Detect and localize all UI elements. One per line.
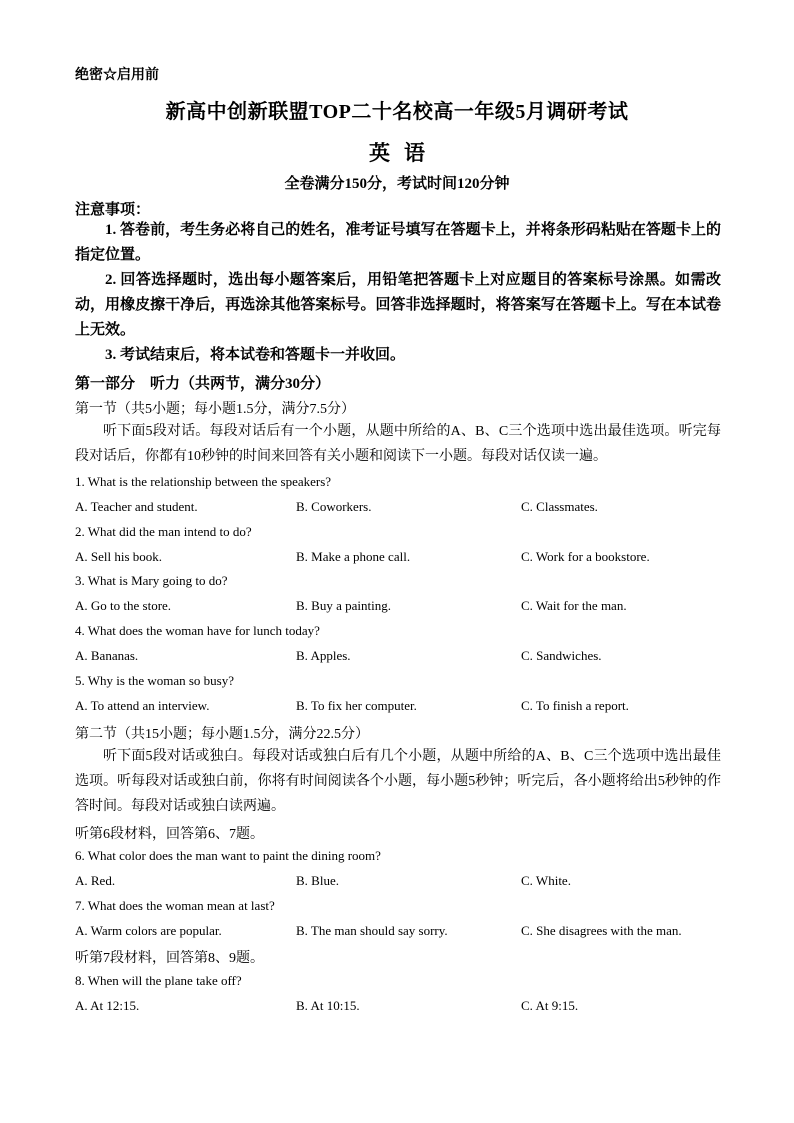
q3-option-c: C. Wait for the man. xyxy=(521,598,627,613)
exam-title: 新高中创新联盟TOP二十名校高一年级5月调研考试 xyxy=(165,101,629,123)
notice-item-1: 1. 答卷前，考生务必将自己的姓名，准考证号填写在答题卡上，并将条形码粘贴在答题卡上的指定位置。 xyxy=(75,222,721,263)
q4-option-c: C. Sandwiches. xyxy=(521,648,602,663)
section2-title: 第二节（共15小题；每小题1.5分，满分22.5分） xyxy=(75,727,369,742)
material-7-intro: 听第7段材料，回答第8、9题。 xyxy=(75,951,264,966)
notice-title: 注意事项： xyxy=(75,202,151,218)
q2-option-b: B. Make a phone call. xyxy=(296,549,411,564)
q8-option-b: B. At 10:15. xyxy=(296,998,360,1013)
question-8: 8. When will the plane take off? xyxy=(75,973,242,988)
question-6: 6. What color does the man want to paint the dining room? xyxy=(75,848,381,863)
section2-instructions: 听下面5段对话或独白。每段对话或独白后有几个小题，从题中所给的A、B、C三个选项中选出最佳选项。听每段对话或独白前，你将有时间阅读各个小题，每小题5秒钟；听完后，各小题将给出5秒钟的作答时间。每段对话或独白读两遍。 xyxy=(75,749,721,814)
q6-option-b: B. Blue. xyxy=(296,873,339,888)
material-6-intro: 听第6段材料，回答第6、7题。 xyxy=(75,827,264,842)
part1-title: 第一部分 听力（共两节，满分30分） xyxy=(75,376,331,392)
q4-option-a: A. Bananas. xyxy=(75,648,139,663)
q7-option-b: B. The man should say sorry. xyxy=(296,923,448,938)
q8-option-a: A. At 12:15. xyxy=(75,998,140,1013)
question-1: 1. What is the relationship between the speakers? xyxy=(75,474,332,489)
confidential-label: 绝密☆启用前 xyxy=(75,68,159,83)
notice-item-3: 3. 考试结束后，将本试卷和答题卡一并收回。 xyxy=(105,347,406,363)
q7-option-c: C. She disagrees with the man. xyxy=(521,923,682,938)
q6-option-a: A. Red. xyxy=(75,873,116,888)
q3-option-a: A. Go to the store. xyxy=(75,598,172,613)
q2-option-a: A. Sell his book. xyxy=(75,549,163,564)
subject-title: 英语 xyxy=(369,141,439,165)
section1-instructions: 听下面5段对话。每段对话后有一个小题，从题中所给的A、B、C三个选项中选出最佳选项。听完每段对话后，你都有10秒钟的时间来回答有关小题和阅读下一小题。每段对话仅读一遍。 xyxy=(75,424,721,464)
q1-option-c: C. Classmates. xyxy=(521,499,598,514)
question-2: 2. What did the man intend to do? xyxy=(75,524,252,539)
q5-option-a: A. To attend an interview. xyxy=(75,698,210,713)
q2-option-c: C. Work for a bookstore. xyxy=(521,549,650,564)
q5-option-c: C. To finish a report. xyxy=(521,698,629,713)
q7-option-a: A. Warm colors are popular. xyxy=(75,923,222,938)
question-4: 4. What does the woman have for lunch today? xyxy=(75,623,320,638)
question-7: 7. What does the woman mean at last? xyxy=(75,898,275,913)
q1-option-a: A. Teacher and student. xyxy=(75,499,198,514)
q8-option-c: C. At 9:15. xyxy=(521,998,579,1013)
q6-option-c: C. White. xyxy=(521,873,571,888)
question-5: 5. Why is the woman so busy? xyxy=(75,673,234,688)
notice-item-2: 2. 回答选择题时，选出每小题答案后，用铅笔把答题卡上对应题目的答案标号涂黑。如需改动，用橡皮擦干净后，再选涂其他答案标号。回答非选择题时，将答案写在答题卡上。写在本试卷上无效。 xyxy=(75,272,721,338)
q5-option-b: B. To fix her computer. xyxy=(296,698,417,713)
score-info: 全卷满分150分，考试时间120分钟 xyxy=(284,176,510,192)
q4-option-b: B. Apples. xyxy=(296,648,351,663)
section1-title: 第一节（共5小题；每小题1.5分，满分7.5分） xyxy=(75,402,355,417)
question-3: 3. What is Mary going to do? xyxy=(75,573,228,588)
q3-option-b: B. Buy a painting. xyxy=(296,598,391,613)
q1-option-b: B. Coworkers. xyxy=(296,499,372,514)
